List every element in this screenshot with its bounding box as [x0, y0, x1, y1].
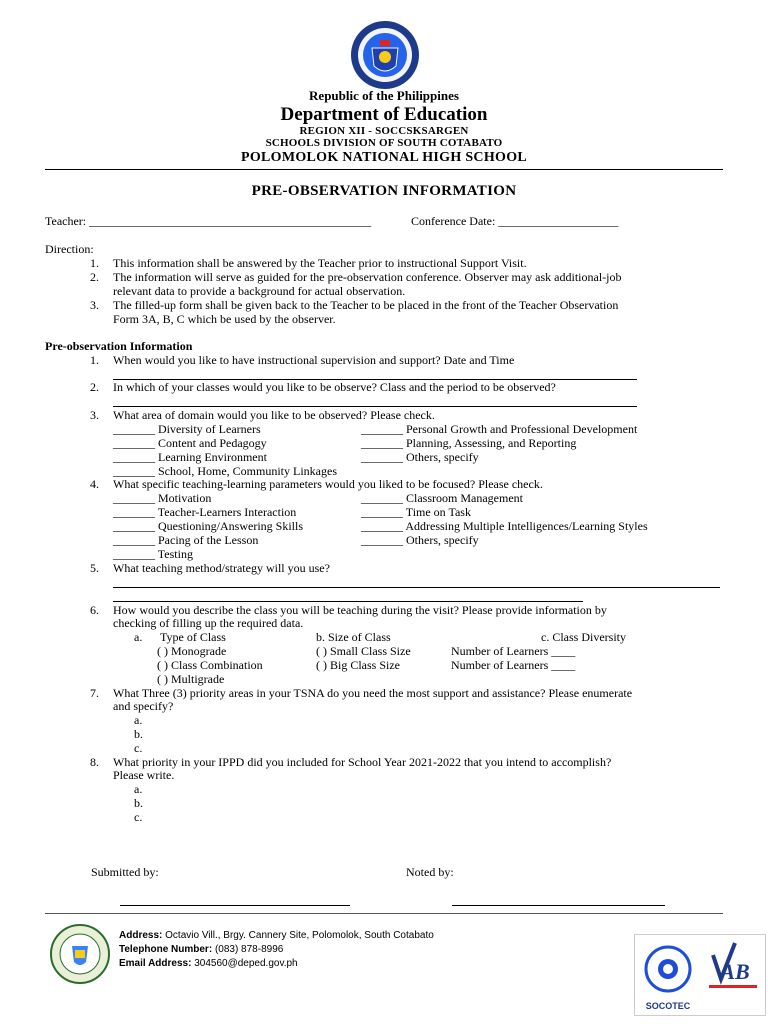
q4-option[interactable]: _______ Teacher-Learners Interaction — [113, 505, 297, 519]
socotec-badge-icon — [635, 935, 765, 1015]
direction-num-3: 3. — [90, 298, 99, 312]
ab-mark: AB — [720, 959, 750, 984]
phone-label: Telephone Number: — [119, 944, 213, 955]
direction-3-text-a: The filled-up form shall be given back to the Teacher to be placed in the front of the Teacher Observation — [113, 298, 619, 312]
q6-text-b: checking of filling up the required data. — [113, 616, 304, 630]
q7-item[interactable]: a. — [134, 713, 143, 727]
q2-text: In which of your classes would you like to be observe? Class and the period to be observed? — [113, 380, 556, 394]
q6-type-option[interactable]: ( ) Multigrade — [157, 672, 225, 686]
q6-size-option[interactable]: ( ) Small Class Size — [316, 644, 411, 658]
q8-item[interactable]: b. — [134, 796, 143, 810]
q6-num: 6. — [90, 603, 99, 617]
footer-address — [119, 930, 434, 941]
q8-item[interactable]: a. — [134, 782, 143, 796]
q3-num: 3. — [90, 408, 99, 422]
q4-option[interactable]: _______ Motivation — [113, 491, 212, 505]
q7-item[interactable]: b. — [134, 727, 143, 741]
q7-item[interactable]: c. — [134, 741, 143, 755]
school-name: POLOMOLOK NATIONAL HIGH SCHOOL — [240, 150, 528, 165]
q8-text-b: Please write. — [113, 768, 175, 782]
q5-answer-line-2[interactable] — [113, 601, 583, 602]
q6-type-option[interactable]: ( ) Class Combination — [157, 658, 263, 672]
q3-option[interactable]: _______ Personal Growth and Professional Development — [361, 422, 638, 436]
footer-email — [119, 958, 298, 969]
school-logo — [50, 924, 110, 984]
footer-phone — [119, 944, 283, 955]
q6-diversity-header: c. Class Diversity — [541, 630, 626, 644]
q4-option[interactable]: _______ Others, specify — [361, 533, 479, 547]
noted-by-signature-line[interactable] — [452, 905, 665, 906]
email-value: 304560@deped.gov.ph — [194, 958, 298, 969]
submitted-by-signature-line[interactable] — [120, 905, 350, 906]
form-title: PRE-OBSERVATION INFORMATION — [251, 183, 517, 199]
q7-num: 7. — [90, 686, 99, 700]
deped-seal-logo — [350, 20, 420, 90]
section-title: Pre-observation Information — [45, 339, 193, 353]
department-title: Department of Education — [280, 104, 488, 125]
q2-num: 2. — [90, 380, 99, 394]
address-value: Octavio Vill., Brgy. Cannery Site, Polomolok, South Cotabato — [165, 930, 434, 941]
q6-size-option[interactable]: ( ) Big Class Size — [316, 658, 400, 672]
header-rule — [45, 169, 723, 170]
q6-size-header: b. Size of Class — [316, 630, 391, 644]
phone-value: (083) 878-8996 — [214, 944, 284, 955]
q7-text-a: What Three (3) priority areas in your TSNA do you need the most support and assistance? Please enumerate — [113, 686, 633, 700]
submitted-by-label: Submitted by: — [91, 865, 159, 879]
direction-num-1: 1. — [90, 256, 99, 270]
division-line: SCHOOLS DIVISION OF SOUTH COTABATO — [265, 137, 503, 149]
q4-option[interactable]: _______ Pacing of the Lesson — [113, 533, 259, 547]
q5-text: What teaching method/strategy will you use? — [113, 561, 330, 575]
q4-option[interactable]: _______ Questioning/Answering Skills — [113, 519, 304, 533]
q5-answer-line[interactable] — [113, 587, 720, 588]
address-label: Address: — [119, 930, 163, 941]
q1-text: When would you like to have instructional supervision and support? Date and Time — [113, 353, 515, 367]
q3-option[interactable]: _______ Diversity of Learners — [113, 422, 261, 436]
q6-learners-field[interactable]: Number of Learners ____ — [451, 658, 576, 672]
q4-text: What specific teaching-learning parameters would you liked to be focused? Please check. — [113, 477, 543, 491]
q7-text-b: and specify? — [113, 699, 174, 713]
q6-a-label: a. — [134, 630, 143, 644]
direction-num-2: 2. — [90, 270, 99, 284]
teacher-field[interactable]: Teacher: _______________________________________________ — [45, 214, 372, 228]
socotec-label: SOCOTEC — [645, 1001, 691, 1011]
certification-badges — [634, 934, 766, 1016]
footer-rule — [45, 913, 723, 914]
q3-option[interactable]: _______ Others, specify — [361, 450, 479, 464]
q4-num: 4. — [90, 477, 99, 491]
q6-learners-field[interactable]: Number of Learners ____ — [451, 644, 576, 658]
direction-label: Direction: — [45, 242, 94, 256]
email-label: Email Address: — [119, 958, 192, 969]
direction-2-text-b: relevant data to provide a background for actual observation. — [113, 284, 406, 298]
republic-line: Republic of the Philippines — [309, 88, 459, 103]
q3-option[interactable]: _______ Content and Pedagogy — [113, 436, 267, 450]
q3-option[interactable]: _______ Planning, Assessing, and Reporting — [361, 436, 577, 450]
direction-1-text: This information shall be answered by the Teacher prior to instructional Support Visit. — [113, 256, 527, 270]
q3-text: What area of domain would you like to be observed? Please check. — [113, 408, 435, 422]
region-line: REGION XII - SOCCSKSARGEN — [299, 125, 469, 137]
q8-text-a: What priority in your IPPD did you included for School Year 2021-2022 that you intend to accomplish? — [113, 755, 612, 769]
q8-item[interactable]: c. — [134, 810, 143, 824]
q4-option[interactable]: _______ Time on Task — [361, 505, 471, 519]
q5-num: 5. — [90, 561, 99, 575]
q1-num: 1. — [90, 353, 99, 367]
q4-option[interactable]: _______ Addressing Multiple Intelligences/Learning Styles — [361, 519, 648, 533]
q3-option[interactable]: _______ Learning Environment — [113, 450, 267, 464]
conference-date-field[interactable]: Conference Date: ____________________ — [411, 214, 619, 228]
q4-option[interactable]: _______ Testing — [113, 547, 193, 561]
q6-type-option[interactable]: ( ) Monograde — [157, 644, 227, 658]
q3-option[interactable]: _______ School, Home, Community Linkages — [113, 464, 337, 478]
q2-answer-line[interactable] — [113, 406, 637, 407]
q4-option[interactable]: _______ Classroom Management — [361, 491, 523, 505]
q6-type-header: Type of Class — [160, 630, 226, 644]
q6-text-a: How would you describe the class you will be teaching during the visit? Please provide information by — [113, 603, 607, 617]
direction-3-text-b: Form 3A, B, C which be used by the observer. — [113, 312, 336, 326]
noted-by-label: Noted by: — [406, 865, 454, 879]
direction-2-text-a: The information will serve as guided for the pre-observation conference. Observer may ask additional-job — [113, 270, 622, 284]
q8-num: 8. — [90, 755, 99, 769]
